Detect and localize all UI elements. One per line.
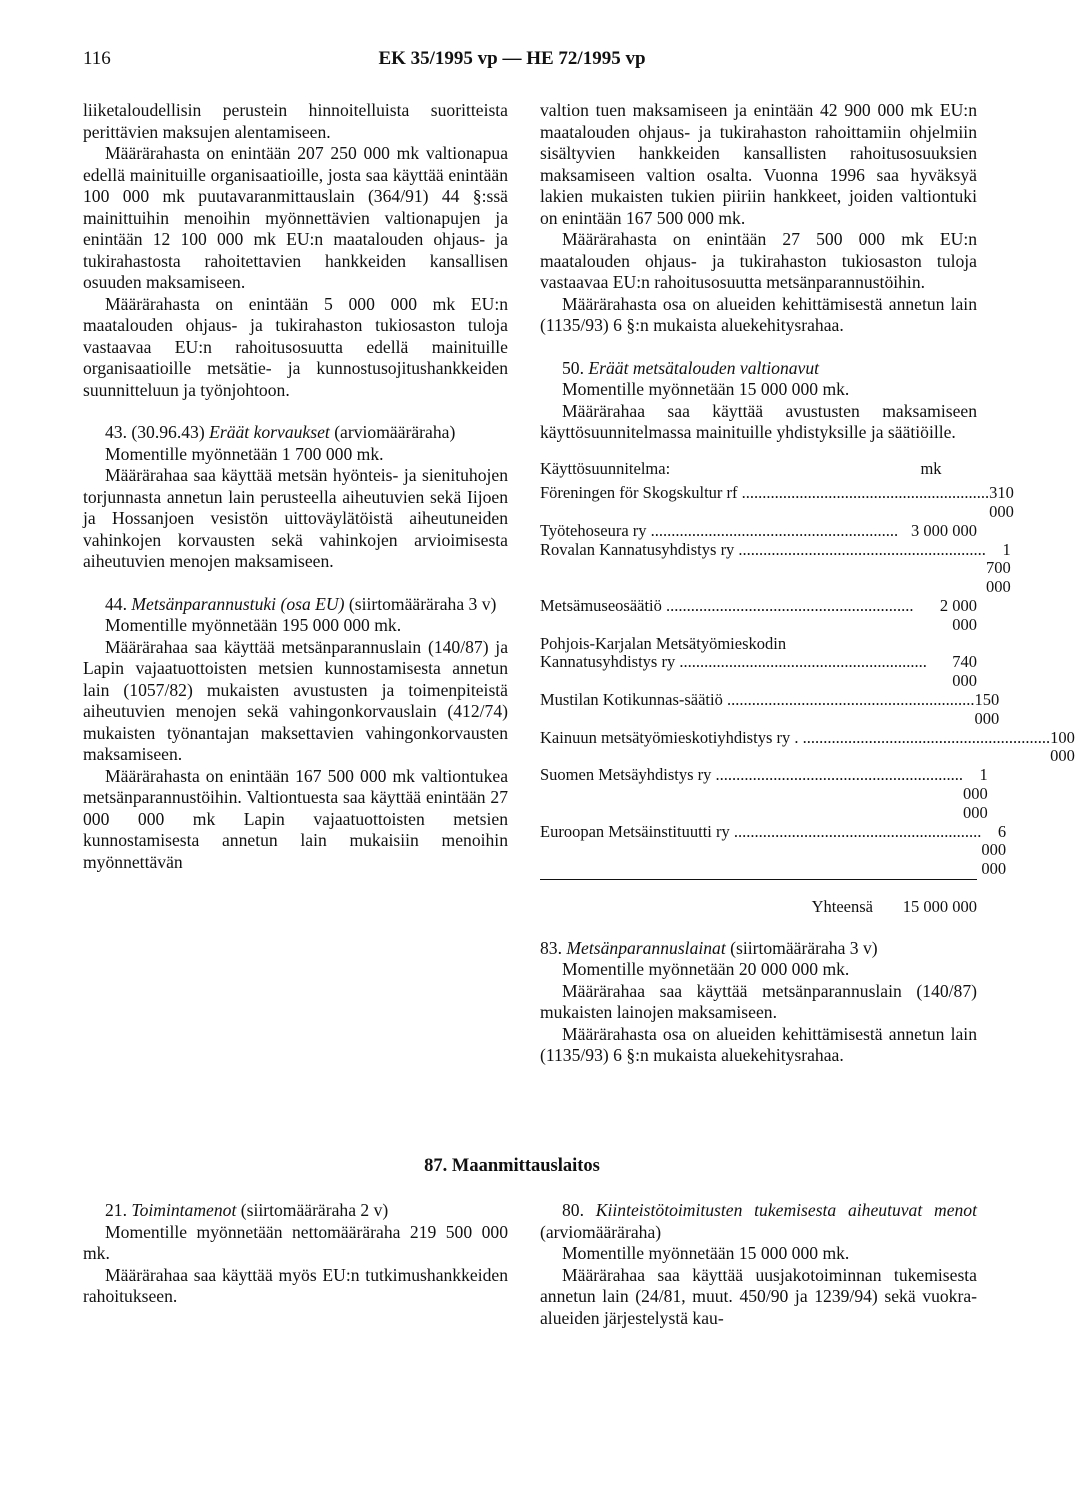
- table-cell-name: Euroopan Metsäinstituutti ry ............................................................: [540, 821, 982, 841]
- table-row: [540, 597, 977, 635]
- grant-line: Momentille myönnetään 20 000 000 mk.: [562, 959, 850, 980]
- item-number: 21.: [105, 1200, 127, 1220]
- table-cell-amount: 1 000 000: [963, 765, 988, 822]
- table-cell-amount: 3 000 000: [911, 520, 977, 540]
- item-number: 43. (30.96.43): [105, 422, 205, 442]
- paragraph: Määrärahaa saa käyttää uusjakotoiminnan tukemisesta annetun lain (24/81, muut. 450/90 ja 1239/94) sekä vuokra-alueiden järjestelystä kau-: [540, 1264, 977, 1328]
- paragraph: Määrärahasta osa on alueiden kehittämisestä annetun lain (1135/93) 6 §:n mukaista aluekehitysrahaa.: [540, 1023, 977, 1066]
- paragraph: valtion tuen maksamiseen ja enintään 42 900 000 mk EU:n maatalouden ohjaus- ja tukirahaston rahoittamiin ohjelmiin sisältyvien hankkeiden kansallisten rahoitusosuuksien maksamiseen valtion osalta. Vuonna 1996 saa hyväksyä lakien mukaisten tukien piiriin hankkeet, joiden valtiontuki on enintään 167 500 000 mk.: [540, 100, 977, 228]
- total-amount: 15 000 000: [902, 897, 977, 917]
- section-87-left: [83, 1200, 508, 1308]
- table-cell-amount: 150 000: [974, 690, 1000, 728]
- paragraph: Määrärahasta on enintään 5 000 000 mk EU:n maatalouden ohjaus- ja tukirahaston tukiosaston tuloja vastaavaa EU:n rahoitusosuutta edellä mainituille organisaatioille metsätie- ja kunnostusojitushankkeiden suunnitteluun ja työnjohtoon.: [83, 293, 508, 400]
- item-80-heading: [540, 1200, 977, 1243]
- paragraph: Määrärahasta osa on alueiden kehittämisestä annetun lain (1135/93) 6 §:n mukaista aluekehitysrahaa.: [540, 293, 977, 335]
- section-heading: 87. Maanmittauslaitos: [424, 1156, 600, 1176]
- table-cell-name: Kainuun metsätyömieskotiyhdistys ry . ............................................................: [540, 727, 1051, 747]
- paragraph: Määrärahaa saa käyttää myös EU:n tutkimushankkeiden rahoitukseen.: [83, 1264, 508, 1306]
- item-title: Eräät korvaukset: [209, 422, 330, 442]
- table-cell-name: Työtehoseura ry ............................................................: [540, 520, 899, 540]
- grant-line: Momentille myönnetään 1 700 000 mk.: [105, 443, 384, 464]
- item-title: Kiinteistötoimitusten tukemisesta aiheutuvat menot: [595, 1200, 977, 1220]
- table-cell-name: Metsämuseosäätiö ............................................................: [540, 596, 914, 616]
- paragraph: Määrärahaa saa käyttää avustusten maksamiseen käyttösuunnitelmassa mainituille yhdistyksille ja säätiöille.: [540, 400, 977, 442]
- table-cell-name: Mustilan Kotikunnas-säätiö ............................................................: [540, 690, 975, 710]
- table-row: [540, 635, 977, 654]
- table-header: [540, 460, 977, 479]
- table-cell-name: Suomen Metsäyhdistys ry ............................................................: [540, 765, 964, 785]
- item-type: (arviomääräraha): [540, 1221, 662, 1242]
- table-cell-amount: 1 700 000: [985, 539, 1011, 597]
- grant-line: Momentille myönnetään 15 000 000 mk.: [562, 379, 850, 399]
- table-row: [540, 522, 977, 541]
- left-column: [83, 100, 508, 873]
- item-type: (arviomääräraha): [334, 422, 456, 442]
- table-row: [540, 653, 977, 691]
- table-cell-amount: 6 000 000: [981, 821, 1007, 879]
- item-number: 83.: [540, 937, 562, 958]
- item-title: Toimintamenot: [131, 1200, 237, 1220]
- paragraph: Määrärahasta on enintään 167 500 000 mk valtiontukea metsänparannustöihin. Valtiontuesta saa käyttää enintään 27 000 000 mk Lapin vajaatuottoisten metsien kunnostamisesta annetun lain mukaisiin menoihin myönnettävän: [83, 765, 508, 872]
- page-number: 116: [83, 48, 111, 69]
- item-43-heading: [83, 422, 508, 444]
- section-87-right: [540, 1200, 977, 1329]
- table-cell-name: Föreningen för Skogskultur rf ............................................................: [540, 483, 990, 503]
- item-type: (siirtomääräraha 3 v): [730, 937, 878, 958]
- right-column: [540, 100, 1075, 1067]
- item-83-heading: [540, 938, 977, 960]
- table-unit: mk: [920, 458, 942, 478]
- table-cell-amount: 310 000: [989, 483, 1014, 522]
- grant-line: Momentille myönnetään 15 000 000 mk.: [562, 1243, 850, 1263]
- table-cell-amount: 2 000 000: [939, 596, 977, 634]
- table-cell-amount: 740 000: [952, 652, 977, 691]
- paragraph: Määrärahasta on enintään 207 250 000 mk valtionapua edellä mainituille organisaatioille, josta saa käyttää enintään 100 000 mk puutavaranmittauslain (364/91) 44 §:ssä mainittuihin menoihin myönnettävien valtionapujen ja enintään 12 100 000 mk EU:n maatalouden ohjaus- ja tukirahastosta rahoitettavien hankkeiden kansallisen osuuden maksamiseen.: [83, 143, 508, 292]
- item-title: Eräät metsätalouden valtionavut: [588, 357, 820, 378]
- table-row: [540, 483, 1014, 522]
- item-21-heading: [83, 1200, 508, 1222]
- grant-line: Momentille myönnetään 195 000 000 mk.: [105, 615, 402, 635]
- paragraph: Määrärahaa saa käyttää metsän hyönteis- ja sienituhojen torjunnasta annetun lain perusteella aiheutuvien sekä Iijoen ja Hossanjoen vesistön uittoväylätöistä aiheutuneiden vahinkojen korvausten sekä vahinkojen arvioimisesta aiheutuvien menojen maksamiseen.: [83, 465, 508, 571]
- item-title: Metsänparannustuki (osa EU): [131, 593, 345, 614]
- table-row: [540, 727, 1075, 767]
- item-type: (siirtomääräraha 3 v): [348, 593, 497, 614]
- item-title: Metsänparannuslainat: [566, 937, 726, 958]
- item-number: 44.: [105, 593, 127, 614]
- table-row: [540, 821, 1007, 879]
- running-title: EK 35/1995 vp — HE 72/1995 vp: [378, 48, 646, 69]
- table-row: [540, 765, 988, 822]
- item-44-heading: [83, 594, 508, 616]
- usage-plan-table: [540, 458, 1075, 917]
- table-cell-amount: 100 000: [1050, 727, 1075, 766]
- paragraph: liiketaloudellisin perustein hinnoitelluista suoritteista perittävien maksujen alentamiseen.: [83, 100, 508, 142]
- table-row: [540, 539, 1011, 597]
- table-total-row: [540, 898, 977, 917]
- table-label: Käyttösuunnitelma:: [540, 458, 671, 478]
- item-number: 50.: [562, 357, 584, 378]
- table-cell-name: Kannatusyhdistys ry ............................................................: [540, 652, 927, 672]
- total-label: Yhteensä: [811, 897, 873, 917]
- paragraph: Määrärahaa saa käyttää metsänparannuslain (140/87) ja Lapin vajaatuottoisten metsien kunnostamisesta annetun lain (1057/82) mukaisten avustusten ja toimenpiteistä aiheutuvien menojen sekä vahingonkorvauslain (412/74) mukaisten työnantajan maksettavien vahingonkorvausten maksamiseen.: [83, 636, 508, 764]
- paragraph: Määrärahaa saa käyttää metsänparannuslain (140/87) mukaisten lainojen maksamiseen.: [540, 980, 977, 1023]
- table-body: [540, 483, 1075, 879]
- table-cell-name: Pohjois-Karjalan Metsätyömieskodin: [540, 633, 787, 653]
- paragraph: Määrärahasta on enintään 27 500 000 mk EU:n maatalouden ohjaus- ja tukirahaston tukiosaston tuloja vastaavaa EU:n rahoitusosuutta metsänparannustöihin.: [540, 229, 977, 292]
- grant-line: Momentille myönnetään nettomääräraha 219 500 000 mk.: [83, 1221, 508, 1263]
- item-50-heading: [540, 358, 977, 380]
- table-row: [540, 690, 1000, 729]
- table-cell-amount: [885, 635, 977, 654]
- item-type: (siirtomääräraha 2 v): [240, 1200, 389, 1220]
- table-divider: [540, 879, 977, 880]
- item-number: 80.: [562, 1200, 584, 1220]
- table-cell-name: Rovalan Kannatusyhdistys ry ............................................................: [540, 539, 986, 559]
